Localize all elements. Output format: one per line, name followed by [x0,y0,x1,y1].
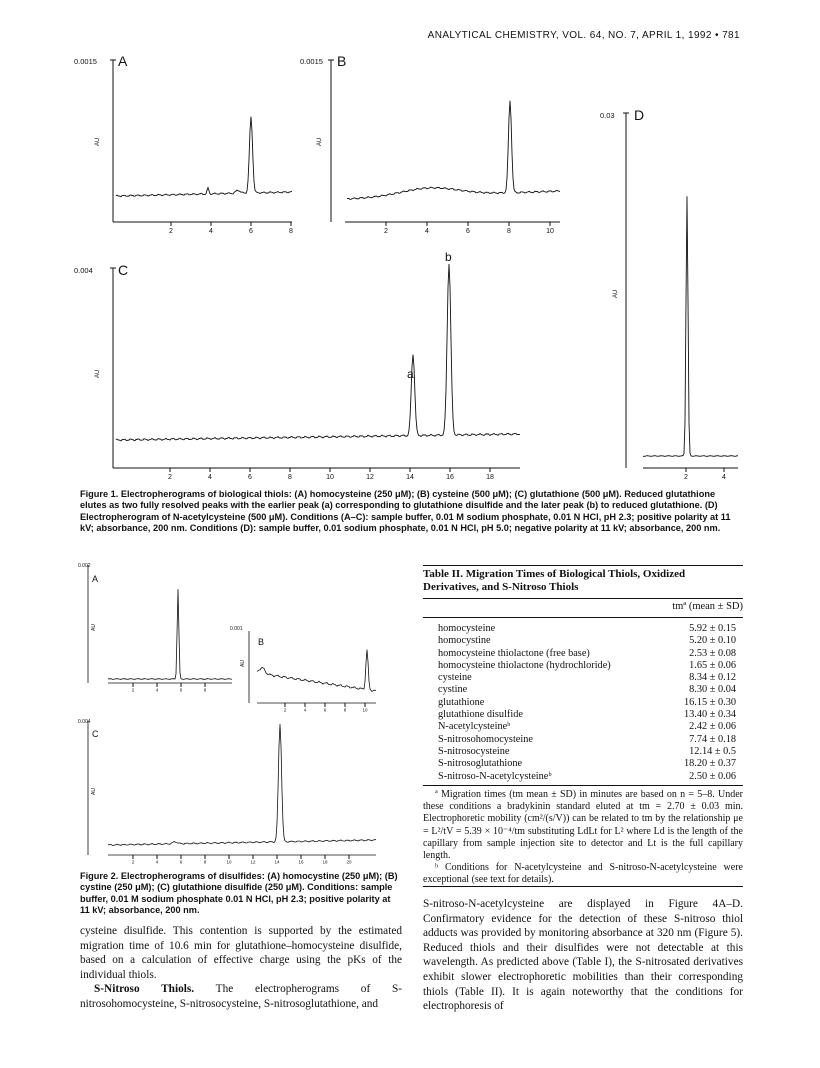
x-tick-label: 6 [179,859,183,865]
table-row [438,746,736,758]
x-tick-label: 6 [248,474,252,480]
migration-time: 8.34 ± 0.12 [689,672,736,684]
migration-time: 5.20 ± 0.10 [689,635,736,647]
section-heading: S-Nitroso Thiols. [94,983,195,996]
compound-name: cysteine [438,672,472,684]
migration-time: 2.42 ± 0.06 [689,721,736,733]
fig2c-trace [108,724,376,846]
x-tick-label: 8 [289,228,293,235]
table-row [438,758,736,770]
compound-name: cystine [438,684,468,696]
x-tick-label: 6 [249,228,253,235]
compound-name: homocysteine [438,623,496,634]
fig2a-x-axis [132,683,207,693]
table-row [438,648,736,660]
figure-1-caption [80,489,744,534]
x-tick-label: 8 [288,474,292,480]
fig1b-ylabel: AU [317,137,323,146]
left-column-text [80,924,402,1012]
page-header: ANALYTICAL CHEMISTRY, VOL. 64, NO. 7, APRIL 1, 1992 • 781 [427,30,740,41]
fig1a-trace [116,117,292,197]
footnote-a: ª Migration times (tm mean ± SD) in minutes are based on n = 5–8. Under these conditions a bradykinin standard eluted at tm = 2.70 ± 0.03 min. Electrophoretic mobility (cm²/(s/V)) can be related to tm by the relationship μe = L²/tV = 5.39 × 10⁻⁴/tm substituting LdLt for L² where Ld is the length of the capillary from sample injection site to detector and Lt is the full capillary length. [423,789,743,862]
fig1c-letter: C [118,262,129,278]
x-tick-label: 2 [384,228,388,235]
x-tick-label: 16 [298,859,304,865]
x-tick-label: 8 [203,859,207,865]
x-tick-label: 14 [406,474,414,480]
table-title: Table II. Migration Times of Biological Thiols, Oxidized Derivatives, and S-Nitroso Thiols [423,568,686,593]
fig1b-ymax: 0.0015 [300,57,323,66]
compound-name: homocysteine thiolactone (free base) [438,647,590,659]
left-paragraph-1: cysteine disulfide. This contention is supported by the estimated migration time of 10.6 min for glutathione–homocysteine disulfide, based on a calculation of effective charge using the pKs of the individual thiols. [80,925,402,981]
x-tick-label: 2 [168,474,172,480]
table-row [438,697,736,709]
x-tick-label: 8 [203,687,207,693]
figure-1-caption-label: Figure 1. [80,489,119,499]
fig1a-ymax: 0.0015 [74,57,97,66]
fig2b-x-axis [284,703,368,713]
migration-time: 12.14 ± 0.5 [689,745,736,757]
fig1a-letter: A [118,53,128,69]
footnote-b: ᵇ Conditions for N-acetylcysteine and S-nitroso-N-acetylcysteine were exceptional (see text for details). [423,862,743,886]
fig1a-x-axis [169,222,293,235]
fig2a-letter: A [92,574,99,584]
figure-2-caption-text: Electropherograms of disulfides: (A) homocystine (250 μM); (B) cystine (250 μM); (C) glutathione disulfide (250 μM). Conditions: sample buffer, 0.01 M sodium phosphate 0.01 N HCl, pH 2.3; positive polarity at 11 kV; absorbance, 200 nm. [80,871,398,915]
x-tick-label: 4 [208,474,212,480]
compound-name: glutathione [438,696,485,708]
table-row [438,771,736,783]
fig2b-letter: B [258,637,265,647]
x-tick-label: 20 [346,859,352,865]
table-row [438,635,736,647]
x-tick-label: 4 [209,228,213,235]
x-tick-label: 2 [283,707,287,713]
x-tick-label: 2 [169,228,173,235]
compound-name: S-nitrosocysteine [438,745,510,757]
compound-name: S-nitroso-N-acetylcysteineᵇ [438,770,552,782]
x-tick-label: 4 [155,859,159,865]
fig1b-letter: B [337,53,347,69]
table-row [438,623,736,635]
x-tick-label: 18 [486,474,494,480]
migration-time: 13.40 ± 0.34 [684,709,736,721]
table-top-rule [423,565,743,566]
fig1c-peak-b-label: b [445,250,452,264]
fig1d-letter: D [634,107,645,123]
x-tick-label: 8 [507,228,511,235]
x-tick-label: 12 [366,474,374,480]
table-row [438,672,736,684]
x-tick-label: 4 [425,228,429,235]
fig2-panel-b [230,626,376,713]
x-tick-label: 2 [131,859,135,865]
fig2b-ymax: 0.001 [230,626,243,632]
migration-time: 1.65 ± 0.06 [689,659,736,671]
x-tick-label: 2 [684,474,688,480]
compound-name: homocysteine thiolactone (hydrochloride) [438,659,611,671]
x-tick-label: 10 [326,474,334,480]
migration-time: 2.50 ± 0.06 [689,770,736,782]
fig2-panel-a [78,563,232,693]
fig1d-x-axis [684,468,726,480]
figure-2-caption-label: Figure 2. [80,871,119,881]
x-tick-label: 6 [323,707,327,713]
fig1d-ymax: 0.03 [600,111,615,120]
table-row [438,709,736,721]
x-tick-label: 12 [250,859,256,865]
fig1c-ymax: 0.004 [74,266,93,275]
x-tick-label: 14 [274,859,280,865]
migration-time: 5.92 ± 0.15 [689,623,736,634]
x-tick-label: 2 [131,687,135,693]
migration-time: 2.53 ± 0.08 [689,647,736,659]
fig2c-letter: C [92,729,99,739]
fig1d-ylabel: AU [613,289,619,298]
x-tick-label: 4 [155,687,159,693]
fig2c-x-axis [132,855,352,865]
compound-name: homocystine [438,635,491,647]
x-tick-label: 8 [343,707,347,713]
compound-name: S-nitrosoglutathione [438,758,523,770]
compound-name: glutathione disulfide [438,709,523,721]
migration-time: 18.20 ± 0.37 [684,758,736,770]
fig1c-peak-a-label: a [407,367,414,381]
fig2a-trace [108,589,232,679]
table-rule-3 [423,617,743,618]
fig1a-ylabel: AU [95,137,101,146]
table-rule-4 [423,785,743,786]
compound-name: S-nitrosohomocysteine [438,733,533,745]
fig1-panel-b [300,53,560,235]
migration-time: 7.74 ± 0.18 [689,733,736,745]
fig1-panel-d [600,107,738,480]
x-tick-label: 10 [362,707,368,713]
x-tick-label: 4 [303,707,307,713]
figure-2 [0,555,400,875]
figure-1 [0,0,820,480]
table-rule-2 [423,598,743,599]
x-tick-label: 4 [722,474,726,480]
fig2c-ylabel: AU [91,788,97,795]
x-tick-label: 6 [466,228,470,235]
migration-time: 16.15 ± 0.30 [684,696,736,708]
table-row [438,734,736,746]
x-tick-label: 16 [446,474,454,480]
fig2-panel-c [78,719,376,865]
right-column-text [423,897,743,1014]
fig1-panel-c [74,250,520,480]
fig2b-trace [257,650,376,692]
fig1d-trace [643,196,738,456]
fig1c-trace [116,264,520,441]
table-body [438,623,736,783]
left-paragraph-2: The electropherograms of S-nitrosohomocysteine, S-nitrosocysteine, S-nitrosoglutathione, and [80,983,402,1010]
right-paragraph-1: S-nitroso-N-acetylcysteine are displayed in Figure 4A–D. Confirmatory evidence for the detection of these S-nitroso thiol adducts was provided by monitoring absorbance at 320 nm (Figure 5). Reduced thiols and their disulfides were not detectable at this wavelength. As predicted above (Table I), the S-nitrosated derivatives exhibit slower electrophoretic mobilities than their corresponding thiols (Table II). It is again noteworthy that the conditions for electrophoresis of [423,898,743,1013]
figure-1-caption-text: Electropherograms of biological thiols: (A) homocysteine (250 μM); (B) cysteine (500 μM); (C) glutathione (500 μM). Reduced glutathione elutes as two fully resolved peaks with the earlier peak (a) corresponding to glutathione disulfide and the later peak (b) to reduced glutathione. (D) Electropherogram of N-acetylcysteine (500 μM). Conditions (A–C): sample buffer, 0.01 M sodium phosphate, 0.01 N HCl, pH 2.3; positive polarity at 11 kV; absorbance, 200 nm. Conditions (D): sample buffer, 0.01 sodium phosphate, 0.01 N HCl, pH 5.0; negative polarity at 11 kV; absorbance, 200 nm. [80,489,731,533]
x-tick-label: 18 [322,859,328,865]
table-row [438,721,736,733]
fig1c-ylabel: AU [95,369,101,378]
table-row [438,684,736,696]
table-footnotes [423,789,743,887]
fig1b-trace [347,101,560,200]
table-row [438,660,736,672]
fig2a-ylabel: AU [91,624,97,631]
fig2b-ylabel: AU [240,660,246,667]
table-bottom-rule [423,886,743,887]
fig2a-ymax: 0.002 [78,563,91,569]
table-column-header: tmª (mean ± SD) [672,601,743,612]
fig2c-ymax: 0.004 [78,719,91,725]
fig1-panel-a [74,53,293,235]
x-tick-label: 10 [546,228,554,235]
compound-name: N-acetylcysteineᵇ [438,721,511,733]
migration-time: 8.30 ± 0.04 [689,684,736,696]
x-tick-label: 10 [226,859,232,865]
figure-2-caption [80,871,402,916]
fig1b-x-axis [384,222,554,235]
x-tick-label: 6 [179,687,183,693]
fig1c-x-axis [168,468,494,480]
